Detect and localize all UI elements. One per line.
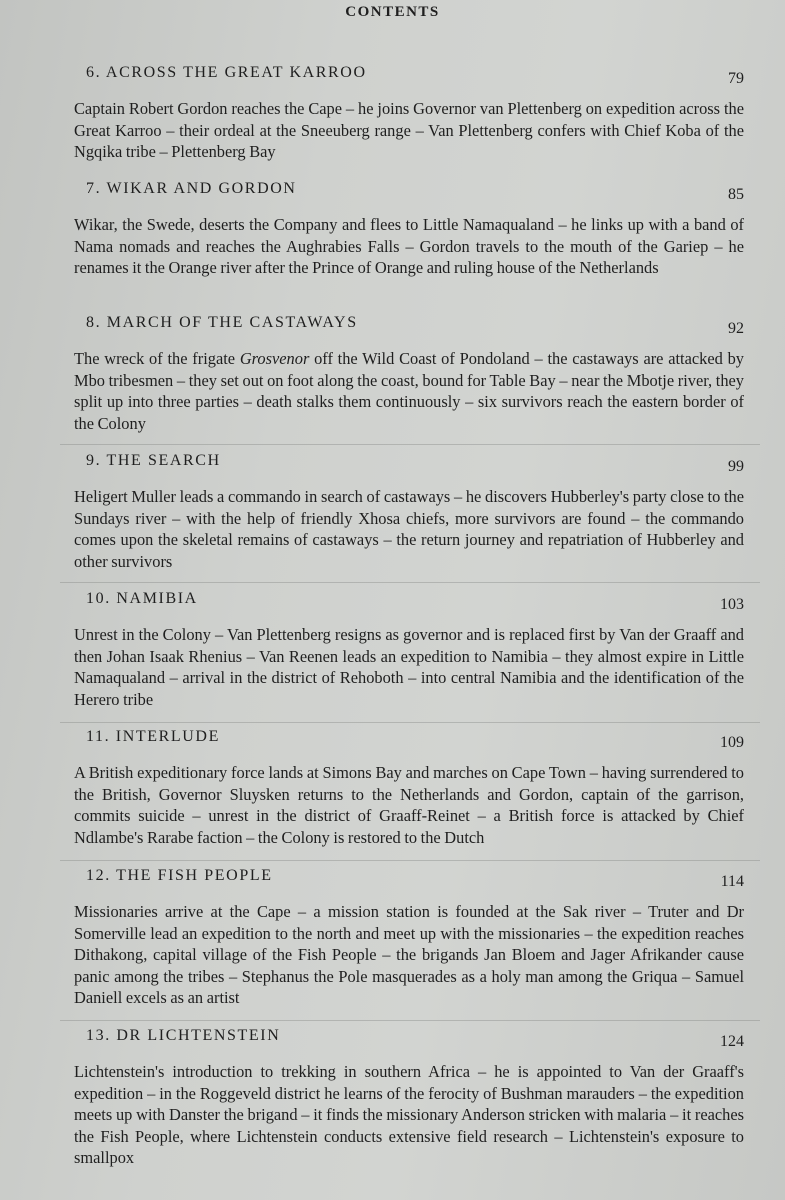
chapter-summary [74, 348, 744, 434]
chapter-title: 8. MARCH OF THE CASTAWAYS [86, 314, 358, 331]
page-title: CONTENTS [345, 4, 440, 20]
divider [60, 582, 760, 583]
chapter-title: 9. THE SEARCH [86, 452, 221, 469]
toc-entry-chapter-6 [74, 64, 744, 163]
divider [60, 722, 760, 723]
page-number: 109 [720, 734, 744, 751]
toc-entry-chapter-9 [74, 452, 744, 572]
toc-entry-chapter-10 [74, 590, 744, 710]
chapter-summary: Heligert Muller leads a commando in search of castaways – he discovers Hubberley's party close to the Sundays river – with the help of friendly Xhosa chiefs, more survivors are found – the commando comes upon the skeletal remains of castaways – the return journey and repatriation of Hubberley and other survivors [74, 487, 744, 571]
chapter-summary: Lichtenstein's introduction to trekking in southern Africa – he is appointed to Van der Graaff's expedition – in the Roggeveld district he learns of the ferocity of Bushman marauders – the expedition meets up with Danster the brigand – it finds the missionary Anderson stricken with malaria – it reaches the Fish People, where Lichtenstein conducts extensive field research – Lichtenstein's exposure to smallpox [74, 1062, 744, 1167]
chapter-title: 11. INTERLUDE [86, 728, 220, 745]
chapter-summary: Wikar, the Swede, deserts the Company and flees to Little Namaqualand – he links up with a band of Nama nomads and reaches the Aughrabies Falls – Gordon travels to the mouth of the Gariep – he renames it the Orange river after the Prince of Orange and ruling house of the Netherlands [74, 215, 744, 277]
page-number: 92 [728, 320, 744, 337]
chapter-summary: Unrest in the Colony – Van Plettenberg resigns as governor and is replaced first by Van der Graaff and then Johan Isaak Rhenius – Van Reenen leads an expedition to Namibia – they almost expire in Little Namaqualand – arrival in the district of Rehoboth – into central Namibia and the identification of the Herero tribe [74, 625, 744, 709]
summary-text-start: The wreck of the frigate [74, 349, 240, 368]
ship-name: Grosvenor [239, 349, 310, 368]
divider [60, 444, 760, 445]
divider [60, 1020, 760, 1021]
chapter-summary: Captain Robert Gordon reaches the Cape – he joins Governor van Plettenberg on expedition across the Great Karroo – their ordeal at the Sneeuberg range – Van Plettenberg confers with Chief Koba of the Ngqika tribe – Plettenberg Bay [74, 99, 744, 161]
chapter-title: 10. NAMIBIA [86, 590, 198, 607]
toc-entry-chapter-7 [74, 180, 744, 279]
chapter-summary: Missionaries arrive at the Cape – a mission station is founded at the Sak river – Truter and Dr Somerville lead an expedition to the north and meet up with the missionaries – the expedition reaches Dithakong, capital village of the Fish People – the brigands Jan Bloem and Jager Afrikander cause panic among the tribes – Stephanus the Pole masquerades as a holy man among the Griqua – Samuel Daniell excels as an artist [74, 902, 744, 1007]
chapter-title: 7. WIKAR AND GORDON [86, 180, 297, 197]
chapter-title: 12. THE FISH PEOPLE [86, 867, 273, 884]
toc-entry-chapter-8 [74, 314, 744, 434]
divider [60, 860, 760, 861]
toc-entry-chapter-12 [74, 867, 744, 1009]
page-number: 79 [728, 70, 744, 87]
page-number: 103 [720, 596, 744, 613]
page-number: 99 [728, 458, 744, 475]
toc-entry-chapter-11 [74, 728, 744, 848]
chapter-title: 13. DR LICHTENSTEIN [86, 1027, 281, 1044]
page-number: 85 [728, 186, 744, 203]
toc-entry-chapter-13 [74, 1027, 744, 1169]
page-number: 114 [720, 873, 744, 890]
page-number: 124 [720, 1033, 744, 1050]
summary-text-end: off the Wild Coast of Pondoland – the castaways are attacked by Mbo tribesmen – they set out on foot along the coast, bound for Table Bay – near the Mbotje river, they split up into three parties – death stalks them continuously – six survivors reach the eastern border of the Colony [74, 349, 744, 433]
chapter-summary: A British expeditionary force lands at Simons Bay and marches on Cape Town – having surrendered to the British, Governor Sluysken returns to the Netherlands and Gordon, captain of the garrison, commits suicide – unrest in the district of Graaff-Reinet – a British force is attacked by Chief Ndlambe's Rarabe faction – the Colony is restored to the Dutch [74, 763, 744, 847]
chapter-title: 6. ACROSS THE GREAT KARROO [86, 64, 367, 81]
